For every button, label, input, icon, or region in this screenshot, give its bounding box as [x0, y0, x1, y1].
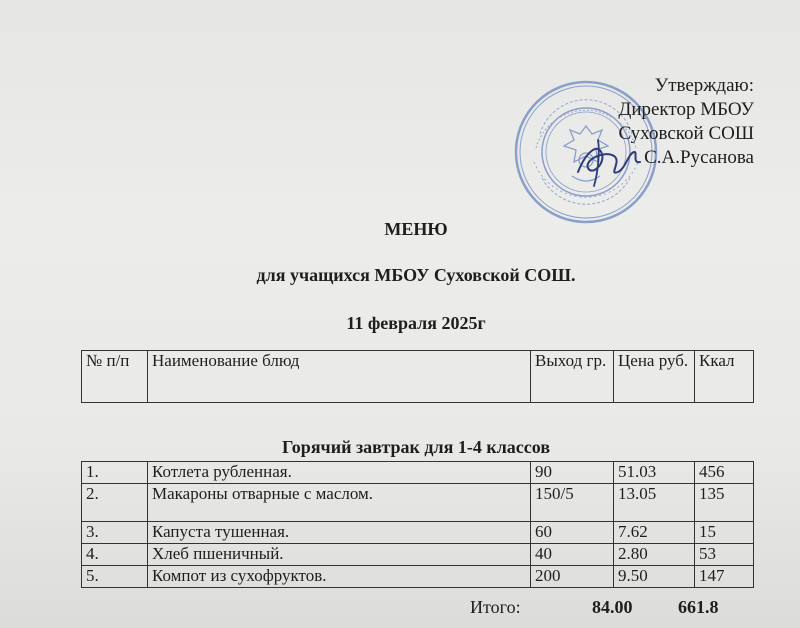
table-row	[82, 462, 754, 484]
row-name: Котлета рубленная.	[148, 462, 531, 484]
section-title: Горячий завтрак для 1-4 классов	[281, 437, 551, 457]
total-label: Итого:	[470, 597, 521, 617]
row-num: 4.	[82, 544, 148, 566]
header-row	[82, 351, 754, 403]
row-kcal: 53	[695, 544, 754, 566]
row-name: Компот из сухофруктов.	[148, 566, 531, 588]
row-weight: 40	[531, 544, 614, 566]
row-kcal: 147	[695, 566, 754, 588]
header-weight: Выход гр.	[531, 351, 614, 403]
row-num: 3.	[82, 522, 148, 544]
row-weight: 150/5	[531, 484, 614, 522]
menu-table	[81, 461, 754, 588]
total-price: 84.00	[592, 597, 633, 617]
row-name: Макароны отварные с маслом.	[148, 484, 531, 522]
school-name: Суховской СОШ	[618, 123, 754, 144]
row-num: 5.	[82, 566, 148, 588]
menu-date: 11 февраля 2025г	[346, 313, 486, 333]
approval-block	[618, 74, 754, 170]
total-kcal: 661.8	[678, 597, 719, 617]
table-row	[82, 522, 754, 544]
header-kcal: Ккал	[695, 351, 754, 403]
row-weight: 200	[531, 566, 614, 588]
table-row	[82, 484, 754, 522]
row-price: 2.80	[614, 544, 695, 566]
director-name: С.А.Русанова	[644, 147, 754, 168]
row-kcal: 456	[695, 462, 754, 484]
row-kcal: 135	[695, 484, 754, 522]
row-num: 2.	[82, 484, 148, 522]
row-price: 13.05	[614, 484, 695, 522]
page-subtitle: для учащихся МБОУ Суховской СОШ.	[256, 265, 576, 285]
menu-header-table	[81, 350, 754, 403]
row-num: 1.	[82, 462, 148, 484]
row-kcal: 15	[695, 522, 754, 544]
row-name: Хлеб пшеничный.	[148, 544, 531, 566]
table-row	[82, 544, 754, 566]
row-weight: 60	[531, 522, 614, 544]
approval-line: Утверждаю:	[654, 75, 754, 96]
row-weight: 90	[531, 462, 614, 484]
director-title: Директор МБОУ	[618, 99, 754, 120]
header-num: № п/п	[82, 351, 148, 403]
page-title: МЕНЮ	[384, 219, 448, 239]
table-row	[82, 566, 754, 588]
header-price: Цена руб.	[614, 351, 695, 403]
row-price: 7.62	[614, 522, 695, 544]
row-price: 51.03	[614, 462, 695, 484]
row-price: 9.50	[614, 566, 695, 588]
header-name: Наименование блюд	[148, 351, 531, 403]
row-name: Капуста тушенная.	[148, 522, 531, 544]
